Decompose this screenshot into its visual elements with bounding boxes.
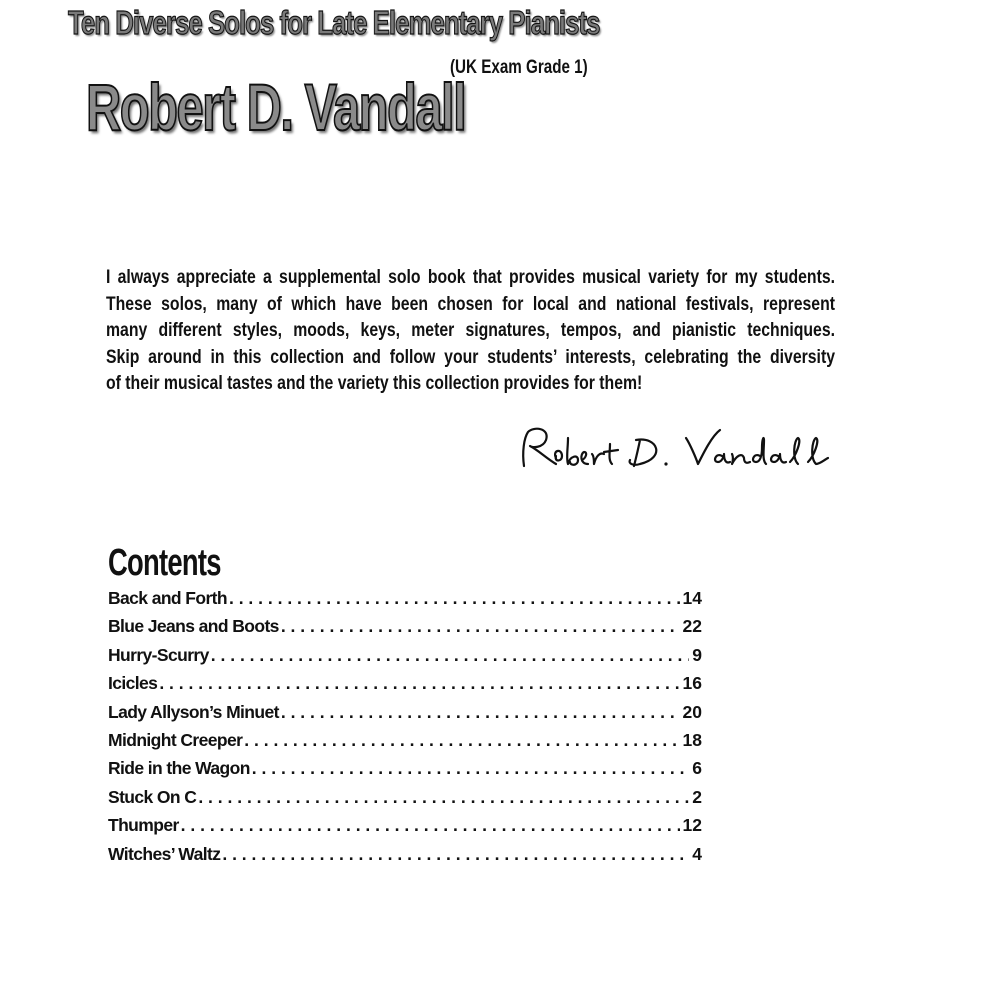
toc-entry — [108, 815, 702, 843]
toc-leader-dots — [159, 673, 679, 694]
toc-entry-page: 6 — [692, 758, 702, 779]
toc-leader-dots — [198, 787, 689, 808]
toc-entry — [108, 758, 702, 786]
toc-leader-dots — [244, 730, 679, 751]
toc-leader-dots — [281, 702, 680, 723]
toc-entry-title: Hurry-Scurry — [108, 644, 209, 665]
toc-entry-page: 2 — [692, 786, 702, 807]
intro-line: of their musical tastes and the variety this collection provides for them! — [106, 372, 643, 394]
toc-entry-page: 4 — [692, 843, 702, 864]
table-of-contents — [108, 588, 702, 872]
toc-entry-title: Witches’ Waltz — [108, 843, 221, 864]
toc-entry-page: 12 — [682, 815, 702, 836]
toc-entry-title: Icicles — [108, 673, 158, 694]
toc-leader-dots — [281, 616, 680, 637]
grade-note: (UK Exam Grade 1) — [450, 57, 588, 78]
toc-entry — [108, 616, 702, 644]
toc-leader-dots — [211, 645, 690, 666]
toc-entry-page: 20 — [682, 701, 702, 722]
toc-entry-title: Blue Jeans and Boots — [108, 616, 279, 637]
toc-entry — [108, 787, 702, 815]
intro-line: These solos, many of which have been chosen for local and national festivals, represent — [106, 292, 835, 315]
toc-entry-title: Lady Allyson’s Minuet — [108, 701, 279, 722]
author-signature — [516, 418, 836, 478]
intro-paragraph — [106, 264, 835, 397]
toc-leader-dots — [229, 588, 680, 609]
series-title: Ten Diverse Solos for Late Elementary Pianists — [68, 4, 600, 41]
toc-entry — [108, 702, 702, 730]
toc-entry — [108, 673, 702, 701]
toc-leader-dots — [222, 844, 689, 865]
author-name: Robert D. Vandall — [86, 70, 466, 144]
toc-leader-dots — [252, 758, 689, 779]
toc-entry-title: Back and Forth — [108, 588, 227, 608]
toc-leader-dots — [181, 815, 680, 836]
toc-entry-title: Thumper — [108, 815, 179, 836]
intro-line: many different styles, moods, keys, meter signatures, tempos, and pianistic techniques. — [106, 319, 835, 341]
toc-entry — [108, 844, 702, 872]
toc-entry — [108, 645, 702, 673]
toc-entry-page: 9 — [692, 644, 702, 665]
toc-entry — [108, 730, 702, 758]
toc-entry-title: Midnight Creeper — [108, 729, 243, 750]
contents-heading: Contents — [108, 542, 221, 584]
intro-line: I always appreciate a supplemental solo book that provides musical variety for my students. — [106, 266, 835, 288]
toc-entry-page: 18 — [682, 729, 702, 750]
toc-entry-page: 22 — [682, 616, 702, 637]
toc-entry-title: Ride in the Wagon — [108, 758, 250, 779]
intro-line: Skip around in this collection and follow your students’ interests, celebrating the diversity — [106, 345, 835, 368]
toc-entry — [108, 588, 702, 616]
toc-entry-page: 14 — [682, 588, 702, 608]
toc-entry-title: Stuck On C — [108, 786, 197, 807]
toc-entry-page: 16 — [682, 673, 702, 694]
